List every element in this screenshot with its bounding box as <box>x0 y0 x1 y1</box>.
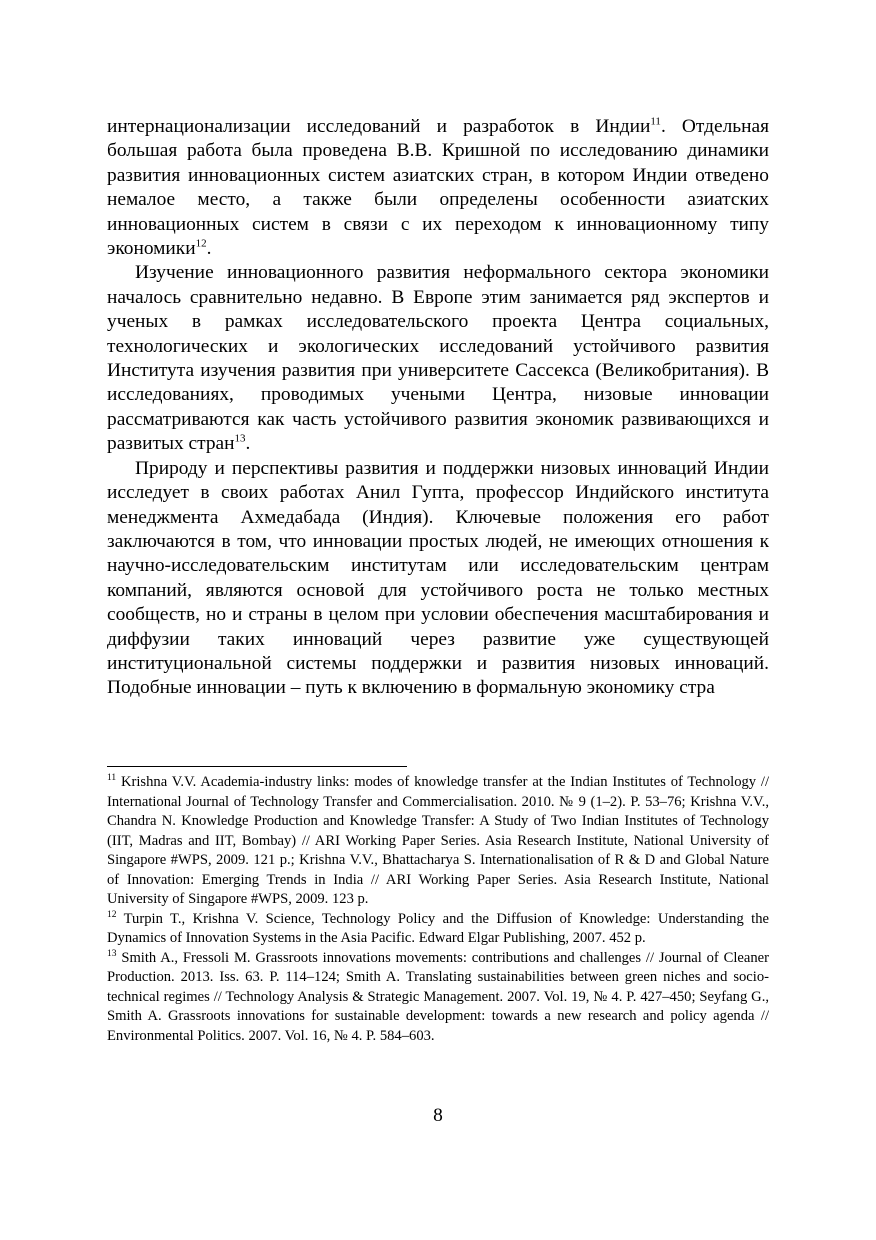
footnote-ref-12[interactable]: 12 <box>195 237 207 250</box>
footnote-number: 13 <box>107 948 117 959</box>
paragraph-text: . <box>206 238 212 260</box>
footnote-12 <box>107 910 769 949</box>
footnote-text: Smith A., Fressoli M. Grassroots innovations movements: contributions and challenges // Journal of Cleaner Production. 2013. Iss. 63. P. 114–124; Smith A. Translating sustainabilities between green niches and socio-technical regimes // Technology Analysis & Strategic Management. 2007. Vol. 19, № 4. P. 427–450; Seyfang G., Smith A. Grassroots innovations for sustainable development: towards a new research and policy agenda // Environmental Politics. 2007. Vol. 16, № 4. P. 584–603. <box>107 949 769 1044</box>
footnote-13 <box>107 949 769 1047</box>
footnote-text: Turpin T., Krishna V. Science, Technology Policy and the Diffusion of Knowledge: Understanding the Dynamics of Innovation Systems in the Asia Pacific. Edward Elgar Publishing, 2007. 452 p. <box>107 910 769 946</box>
footnote-separator <box>107 766 407 767</box>
paragraph-text: интернационализации исследований и разработок в Индии <box>107 116 651 137</box>
paragraph-1 <box>107 115 769 261</box>
footnote-number: 12 <box>107 909 117 920</box>
main-text <box>107 115 769 701</box>
page-number: 8 <box>433 1105 443 1126</box>
footnotes <box>107 773 769 1046</box>
footnote-11 <box>107 773 769 910</box>
footnote-number: 11 <box>107 773 117 784</box>
footnote-ref-13[interactable]: 13 <box>234 432 246 445</box>
footnote-ref-11[interactable]: 11 <box>650 115 661 128</box>
paragraph-text: . <box>245 433 251 455</box>
paragraph-text: . Отдельная большая работа была проведена В.В. Кришной по исследованию динамики развития инновационных систем азиатских стран, в котором Индии отведено немалое место, а также были определены особенности азиатских инновационных систем в связи с их переходом к инновационному типу экономики <box>107 116 770 260</box>
paragraph-text: Изучение инновационного развития неформального сектора экономики началось сравнительно недавно. В Европе этим занимается ряд экспертов и ученых в рамках исследовательского проекта Центра социальных, технологических и экологических исследований устойчивого развития Института изучения развития при университете Сассекса (Великобритания). В исследованиях, проводимых учеными Центра, низовые инновации рассматриваются как часть устойчивого развития экономик развивающихся и развитых стран <box>107 262 769 455</box>
paragraph-2 <box>107 261 769 456</box>
paragraph-3: Природу и перспективы развития и поддержки низовых инноваций Индии исследует в своих работах Анил Гупта, профессор Индийского института менеджмента Ахмедабада (Индия). Ключевые положения его работ заключаются в том, что инновации простых людей, не имеющих отношения к научно-исследовательским институтам или исследовательским центрам компаний, являются основой для устойчивого роста не только местных сообществ, но и страны в целом при условии обеспечения масштабирования и диффузии таких инноваций через развитие уже существующей институциональной системы поддержки и развития низовых инноваций. Подобные инновации – путь к включению в формальную экономику стра <box>107 457 769 699</box>
footnote-text: Krishna V.V. Academia-industry links: modes of knowledge transfer at the Indian Institutes of Technology // International Journal of Technology Transfer and Commercialisation. 2010. № 9 (1–2). P. 53–76; Krishna V.V., Chandra N. Knowledge Production and Knowledge Transfer: A Study of Two Indian Institutes of Technology (IIT, Madras and IIT, Bombay) // ARI Working Paper Series. Asia Research Institute, National University of Singapore #WPS, 2009. 121 p.; Krishna V.V., Bhattacharya S. Internationalisation of R & D and Global Nature of Innovation: Emerging Trends in India // ARI Working Paper Series. Asia Research Institute, National University of Singapore #WPS, 2009. 123 p. <box>107 774 769 907</box>
